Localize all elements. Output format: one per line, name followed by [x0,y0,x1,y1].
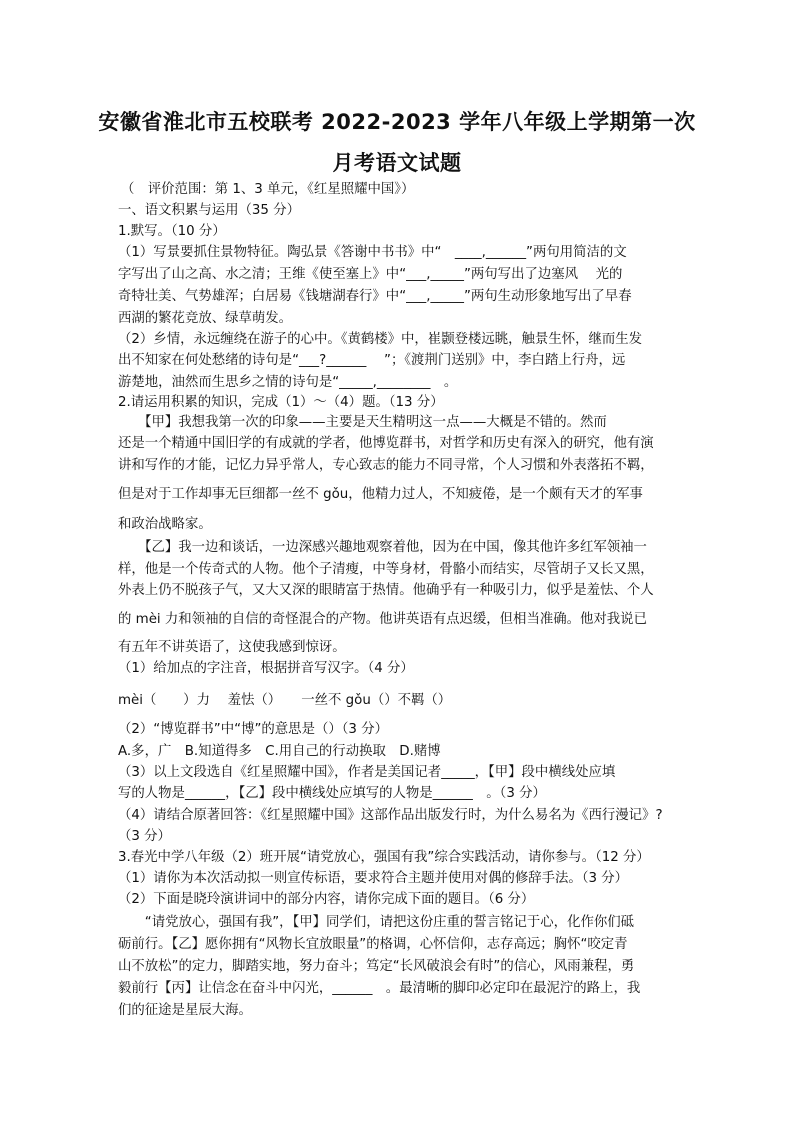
sub-question: （3 分） [118,829,171,844]
page-title-line-2: 月考语文试题 [332,151,462,175]
text-line: （2）乡情，永远缠绕在游子的心中。《黄鹤楼》中，崔颢登楼远眺，触景生怀，继而生发 [118,332,643,347]
page-title-line-1: 安徽省淮北市五校联考 2022-2023 学年八年级上学期第一次 [98,110,696,134]
question-2-heading: 2.请运用积累的知识，完成（1）～（4）题。（13 分） [118,395,444,410]
question-3-heading: 3.春光中学八年级（2）班开展“请党放心，强国有我”综合实践活动，请你参与。（12 分） [118,850,650,865]
passage-yi-line: 有五年不讲英语了，这使我感到惊讶。 [118,640,346,655]
passage-yi-line: 【乙】我一边和谈话，一边深感兴趣地观察着他，因为在中国，像其他许多红军领袖一 [118,540,647,555]
section-heading: 一、语文积累与运用（35 分） [118,203,300,218]
answer-blanks: mèi（ ）力 羞怯（） 一丝不 gǒu（）不羁（） [118,693,452,708]
sub-question: （4）请结合原著回答：《红星照耀中国》这部作品出版发行时，为什么易名为《西行漫记》? [118,808,663,823]
passage-yi-line: 外表上仍不脱孩子气，又大又深的眼睛富于热情。他确乎有一种吸引力，似乎是羞怯、个人 [118,583,654,598]
passage-jia-line: 和政治战略家。 [118,517,212,532]
text-line: 出不知家在何处愁绪的诗句是“___?______ ”；《渡荆门送别》中，李白踏上行舟，远 [118,353,626,368]
passage-jia-line: 【甲】我想我第一次的印象——主要是天生精明这一点——大概是不错的。然而 [118,415,607,430]
question-1-heading: 1.默写。（10 分） [118,224,226,239]
speech-line: “请党放心，强国有我”，【甲】同学们，请把这份庄重的誓言铭记于心，化作你们砥 [118,915,635,930]
passage-yi-line: 样，他是一个传奇式的人物。他个子清瘦，中等身材，骨骼小而结实，尽管胡子又长又黑， [118,562,654,577]
passage-jia-line: 讲和写作的才能，记忆力异乎常人，专心致志的能力不同寻常，个人习惯和外表落拓不羁， [118,458,654,473]
sub-question: （2）下面是晓玲演讲词中的部分内容，请你完成下面的题目。（6 分） [118,892,535,907]
text-line: 游楚地，油然而生思乡之情的诗句是“_____,________ 。 [118,375,458,390]
answer-choices: A.多，广 B.知道得多 C.用自己的行动换取 D.赌博 [118,744,441,759]
text-line: 字写出了山之高、水之清；王维《使至塞上》中“___,_____”两句写出了边塞风 光的 [118,267,623,282]
passage-jia-line: 还是一个精通中国旧学的有成就的学者，他博览群书，对哲学和历史有深入的研究，他有演 [118,436,654,451]
speech-line: 砺前行。【乙】愿你拥有“风物长宜放眼量”的格调，心怀信仰，志存高远；胸怀“咬定青 [118,937,628,952]
passage-jia-line: 但是对于工作却事无巨细都一丝不 gǒu，他精力过人，不知疲倦，是一个颇有天才的军事 [118,487,643,502]
sub-question: （1）请你为本次活动拟一则宣传标语，要求符合主题并使用对偶的修辞手法。（3 分） [118,871,629,886]
text-line: （1）写景要抓住景物特征。陶弘景《答谢中书书》中“ ____,______”两句用简洁的文 [118,245,627,260]
speech-line: 们的征途是星辰大海。 [118,1003,252,1018]
speech-line: 毅前行【丙】让信念在奋斗中闪光，______ 。最清晰的脚印必定印在最泥泞的路上，我 [118,981,641,996]
sub-question: （1）给加点的字注音，根据拼音写汉字。（4 分） [118,661,414,676]
scope-note: （ 评价范围：第 1、3 单元，《红星照耀中国》） [121,182,415,197]
speech-line: 山不放松”的定力，脚踏实地，努力奋斗；笃定“长风破浪会有时”的信心，风雨兼程，勇 [118,959,635,974]
sub-question: 写的人物是______，【乙】段中横线处应填写的人物是______ 。（3 分） [118,786,546,801]
sub-question: （3）以上文段选自《红星照耀中国》，作者是美国记者_____，【甲】段中横线处应填 [118,765,616,780]
text-line: 西湖的繁花竞放、绿草萌发。 [118,311,293,326]
text-line: 奇特壮美、气势雄浑；白居易《钱塘湖春行》中“___,_____”两句生动形象地写出了早春 [118,289,632,304]
passage-yi-line: 的 mèi 力和领袖的自信的奇怪混合的产物。他讲英语有点迟缓，但相当准确。他对我说已 [118,612,647,627]
sub-question: （2）“博览群书”中“博”的意思是（）（3 分） [118,722,388,737]
